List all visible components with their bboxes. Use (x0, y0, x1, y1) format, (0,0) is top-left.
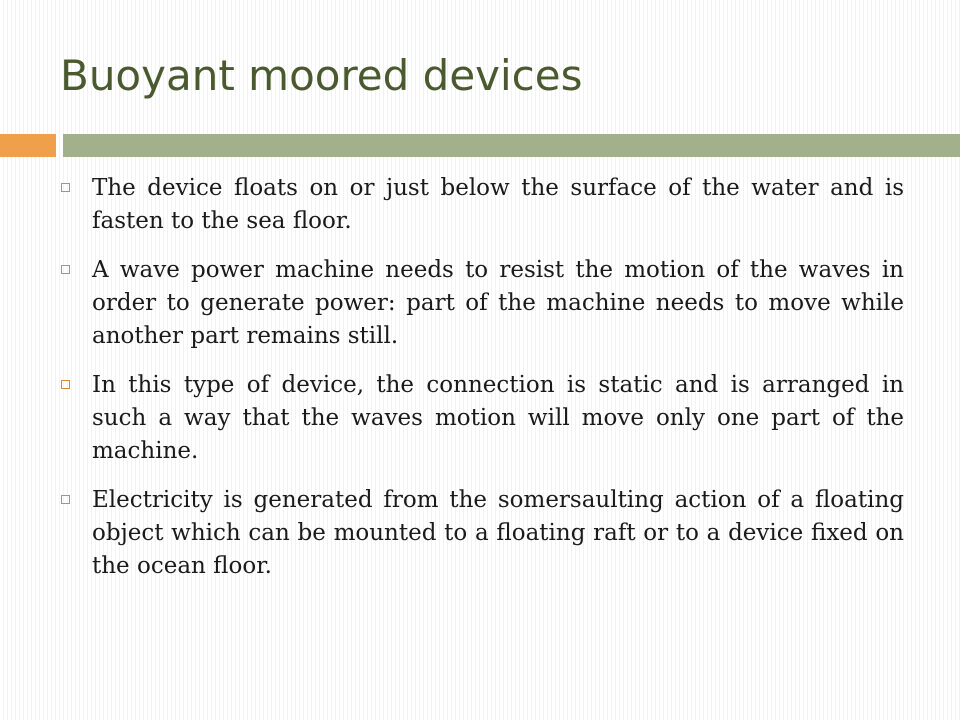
bullet-text: The device floats on or just below the surface of the water and is fasten to the sea floor. (92, 175, 904, 234)
bullet-item (60, 369, 904, 468)
slide-title: Buoyant moored devices (60, 51, 583, 100)
bullet-item (60, 484, 904, 583)
bullet-text: Electricity is generated from the somersaulting action of a floating object which can be mounted to a floating raft or to a device fixed on the ocean floor. (92, 487, 904, 579)
bullet-text: A wave power machine needs to resist the motion of the waves in order to generate power: part of the machine needs to move while another part remains still. (92, 257, 904, 349)
hollow-square-icon (61, 380, 70, 389)
bullet-item (60, 254, 904, 353)
hollow-square-icon (61, 265, 70, 274)
title-accent-bar (0, 134, 56, 157)
hollow-square-icon (61, 183, 70, 192)
bullet-list (60, 172, 904, 599)
title-rule-bar (63, 134, 960, 157)
hollow-square-icon (61, 495, 70, 504)
bullet-item (60, 172, 904, 238)
bullet-text: In this type of device, the connection is static and is arranged in such a way that the waves motion will move only one part of the machine. (92, 372, 904, 464)
